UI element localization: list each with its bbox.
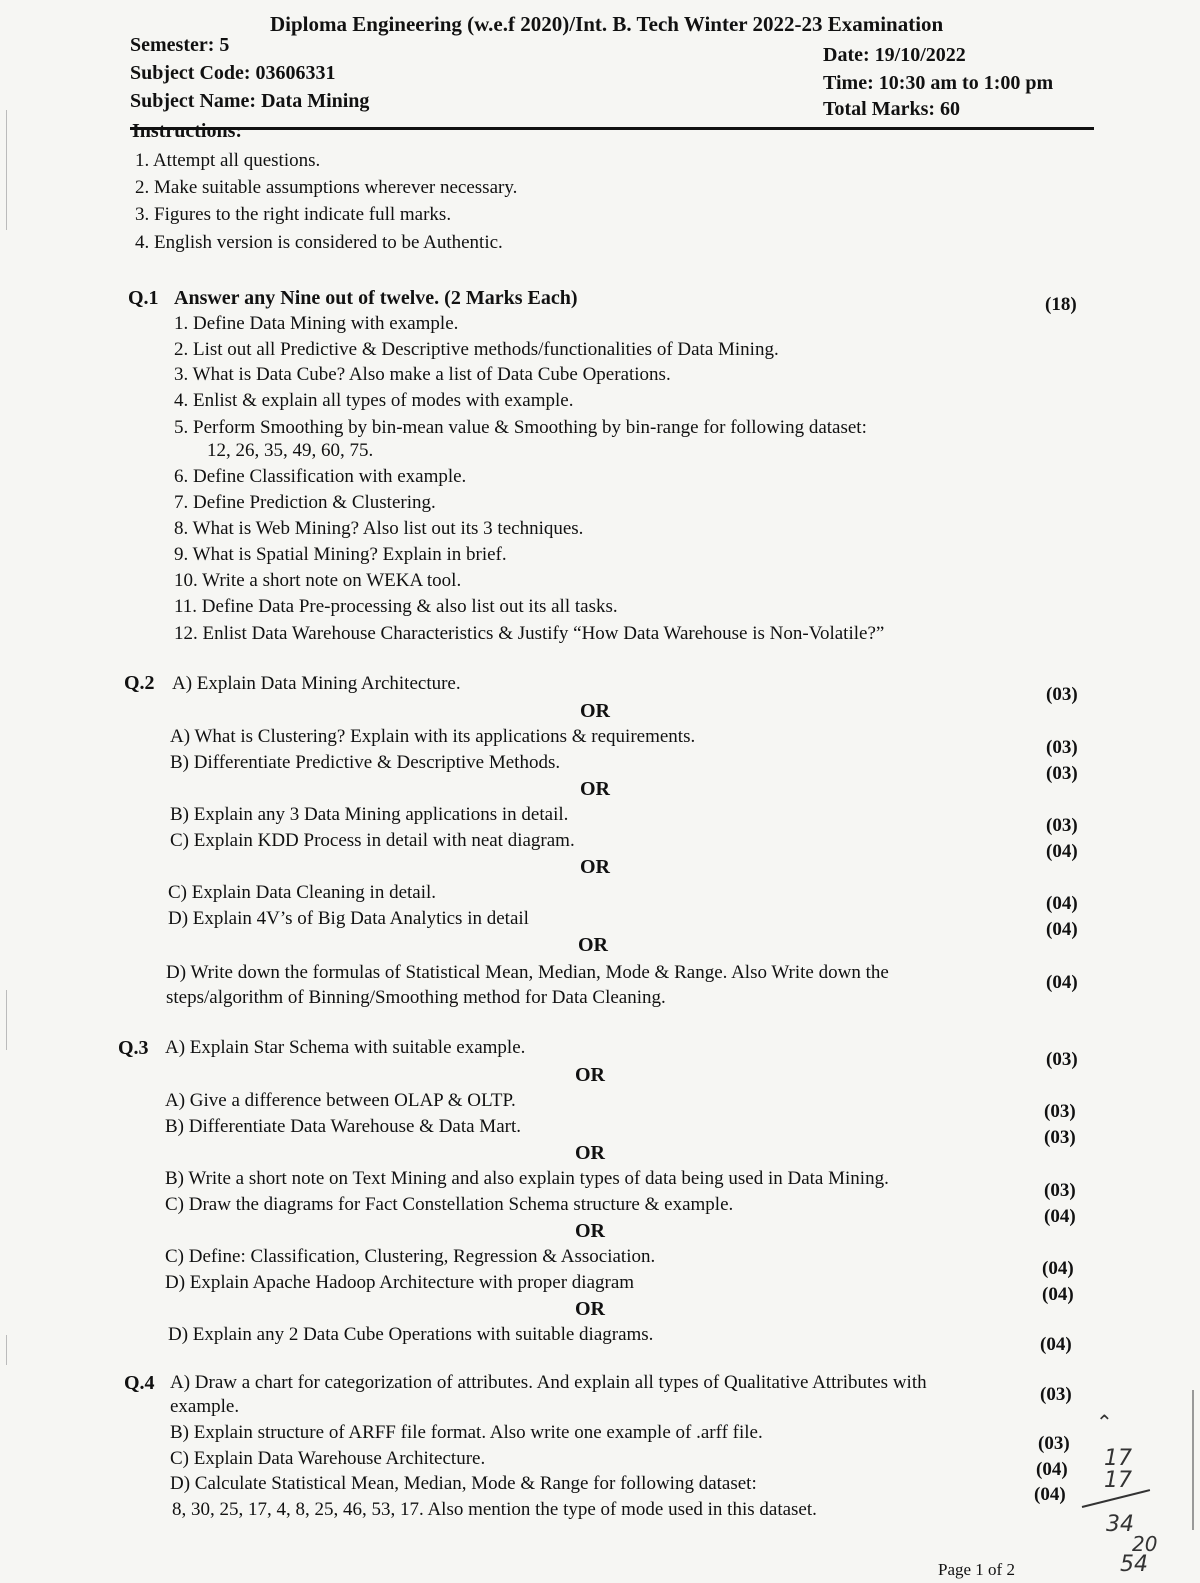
q1-item: 3. What is Data Cube? Also make a list of Data Cube Operations. xyxy=(174,364,671,385)
page-number: Page 1 of 2 xyxy=(938,1560,1015,1579)
q3-line: D) Explain Apache Hadoop Architecture with proper diagram xyxy=(165,1272,635,1293)
q1-heading: Answer any Nine out of twelve. (2 Marks Each) xyxy=(174,287,578,309)
q2-marks: (04) xyxy=(1046,841,1078,862)
or-separator: OR xyxy=(578,934,608,956)
handwritten-tick-icon: ⌃ xyxy=(1096,1410,1113,1434)
q1-item: 12. Enlist Data Warehouse Characteristics & Justify “How Data Warehouse is Non-Volatile?” xyxy=(174,623,885,644)
handwritten-note: 34 xyxy=(1106,1512,1134,1537)
q1-item: 2. List out all Predictive & Descriptive methods/functionalities of Data Mining. xyxy=(174,339,779,360)
exam-title: Diploma Engineering (w.e.f 2020)/Int. B. Tech Winter 2022-23 Examination xyxy=(270,12,944,36)
q3-line: D) Explain any 2 Data Cube Operations with suitable diagrams. xyxy=(168,1324,654,1345)
or-separator: OR xyxy=(580,700,610,722)
q4-line: B) Explain structure of ARFF file format. Also write one example of .arff file. xyxy=(170,1422,763,1443)
q3-marks: (04) xyxy=(1042,1258,1074,1279)
q2-marks: (03) xyxy=(1046,815,1078,836)
q2-marks: (04) xyxy=(1046,972,1078,993)
or-separator: OR xyxy=(575,1298,605,1320)
q4-line: 8, 30, 25, 17, 4, 8, 25, 46, 53, 17. Also mention the type of mode used in this dataset. xyxy=(172,1499,817,1520)
scan-edge-mark xyxy=(6,990,7,1050)
q2-marks: (04) xyxy=(1046,893,1078,914)
q2-line: D) Write down the formulas of Statistical Mean, Median, Mode & Range. Also Write down the xyxy=(166,962,889,983)
q3-line: B) Write a short note on Text Mining and also explain types of data being used in Data Mining. xyxy=(165,1168,889,1189)
instruction-item: 3. Figures to the right indicate full marks. xyxy=(135,204,452,225)
semester: Semester: 5 xyxy=(130,34,230,56)
instruction-item: 4. English version is considered to be Authentic. xyxy=(135,232,503,253)
q3-marks: (03) xyxy=(1044,1127,1076,1148)
q2-line: A) Explain Data Mining Architecture. xyxy=(172,673,461,694)
q3-line: B) Differentiate Data Warehouse & Data Mart. xyxy=(165,1116,521,1137)
handwritten-note: 54 xyxy=(1120,1552,1148,1577)
q3-line: C) Define: Classification, Clustering, Regression & Association. xyxy=(165,1246,656,1267)
q2-line: D) Explain 4V’s of Big Data Analytics in detail xyxy=(168,908,529,929)
q3-line: C) Draw the diagrams for Fact Constellation Schema structure & example. xyxy=(165,1194,734,1215)
q3-marks: (03) xyxy=(1044,1180,1076,1201)
q4-marks: (04) xyxy=(1034,1484,1066,1505)
handwritten-note: 17 xyxy=(1104,1468,1132,1493)
q1-item: 8. What is Web Mining? Also list out its 3 techniques. xyxy=(174,518,584,539)
q1-item: 6. Define Classification with example. xyxy=(174,466,467,487)
question-number: Q.3 xyxy=(118,1037,149,1059)
or-separator: OR xyxy=(580,856,610,878)
q4-line: A) Draw a chart for categorization of attributes. And explain all types of Qualitative Attributes with xyxy=(170,1372,927,1393)
instruction-item: 2. Make suitable assumptions wherever necessary. xyxy=(135,177,518,198)
q1-item: 4. Enlist & explain all types of modes with example. xyxy=(174,390,574,411)
q3-marks: (04) xyxy=(1040,1334,1072,1355)
q4-marks: (03) xyxy=(1040,1384,1072,1405)
q2-line: C) Explain Data Cleaning in detail. xyxy=(168,882,437,903)
total-marks: Total Marks: 60 xyxy=(823,98,961,120)
q3-line: A) Explain Star Schema with suitable example. xyxy=(165,1037,526,1058)
q1-marks: (18) xyxy=(1045,294,1077,315)
q1-item: 9. What is Spatial Mining? Explain in brief. xyxy=(174,544,507,565)
q3-line: A) Give a difference between OLAP & OLTP. xyxy=(165,1090,516,1111)
q4-line: example. xyxy=(170,1396,240,1417)
q4-marks: (04) xyxy=(1036,1459,1068,1480)
or-separator: OR xyxy=(580,778,610,800)
q1-item: 10. Write a short note on WEKA tool. xyxy=(174,570,462,591)
question-number: Q.2 xyxy=(124,672,155,694)
q4-line: D) Calculate Statistical Mean, Median, Mode & Range for following dataset: xyxy=(170,1473,757,1494)
q4-marks: (03) xyxy=(1038,1433,1070,1454)
exam-date: Date: 19/10/2022 xyxy=(823,44,966,66)
q3-marks: (04) xyxy=(1044,1206,1076,1227)
subject-code: Subject Code: 03606331 xyxy=(130,62,336,84)
handwritten-note: 20 xyxy=(1132,1532,1158,1556)
header-rule xyxy=(130,127,1094,130)
or-separator: OR xyxy=(575,1220,605,1242)
q3-marks: (04) xyxy=(1042,1284,1074,1305)
q3-marks: (03) xyxy=(1044,1101,1076,1122)
q2-line: C) Explain KDD Process in detail with neat diagram. xyxy=(170,830,575,851)
q2-marks: (03) xyxy=(1046,737,1078,758)
scan-edge-mark xyxy=(1192,1390,1194,1530)
q2-line: B) Explain any 3 Data Mining applications in detail. xyxy=(170,804,569,825)
exam-time: Time: 10:30 am to 1:00 pm xyxy=(823,72,1054,94)
q2-line: B) Differentiate Predictive & Descriptive Methods. xyxy=(170,752,561,773)
q2-line: A) What is Clustering? Explain with its applications & requirements. xyxy=(170,726,696,747)
q2-marks: (03) xyxy=(1046,684,1078,705)
instruction-item: 1. Attempt all questions. xyxy=(135,150,321,171)
subject-name: Subject Name: Data Mining xyxy=(130,90,370,112)
q2-marks: (04) xyxy=(1046,919,1078,940)
q1-item: 7. Define Prediction & Clustering. xyxy=(174,492,436,513)
or-separator: OR xyxy=(575,1142,605,1164)
or-separator: OR xyxy=(575,1064,605,1086)
question-number: Q.4 xyxy=(124,1372,155,1394)
q2-marks: (03) xyxy=(1046,763,1078,784)
question-number: Q.1 xyxy=(128,287,159,309)
q1-item: 1. Define Data Mining with example. xyxy=(174,313,459,334)
q1-item-dataset: 12, 26, 35, 49, 60, 75. xyxy=(207,440,374,461)
q1-item: 11. Define Data Pre-processing & also list out its all tasks. xyxy=(174,596,618,617)
scan-edge-mark xyxy=(6,110,7,230)
q3-marks: (03) xyxy=(1046,1049,1078,1070)
instructions-heading: Instructions: xyxy=(132,120,243,142)
q2-line: steps/algorithm of Binning/Smoothing method for Data Cleaning. xyxy=(166,987,666,1008)
handwritten-note: 17 xyxy=(1104,1446,1132,1471)
q1-item: 5. Perform Smoothing by bin-mean value & Smoothing by bin-range for following dataset: xyxy=(174,417,867,438)
scan-edge-mark xyxy=(6,1335,7,1365)
q4-line: C) Explain Data Warehouse Architecture. xyxy=(170,1448,486,1469)
